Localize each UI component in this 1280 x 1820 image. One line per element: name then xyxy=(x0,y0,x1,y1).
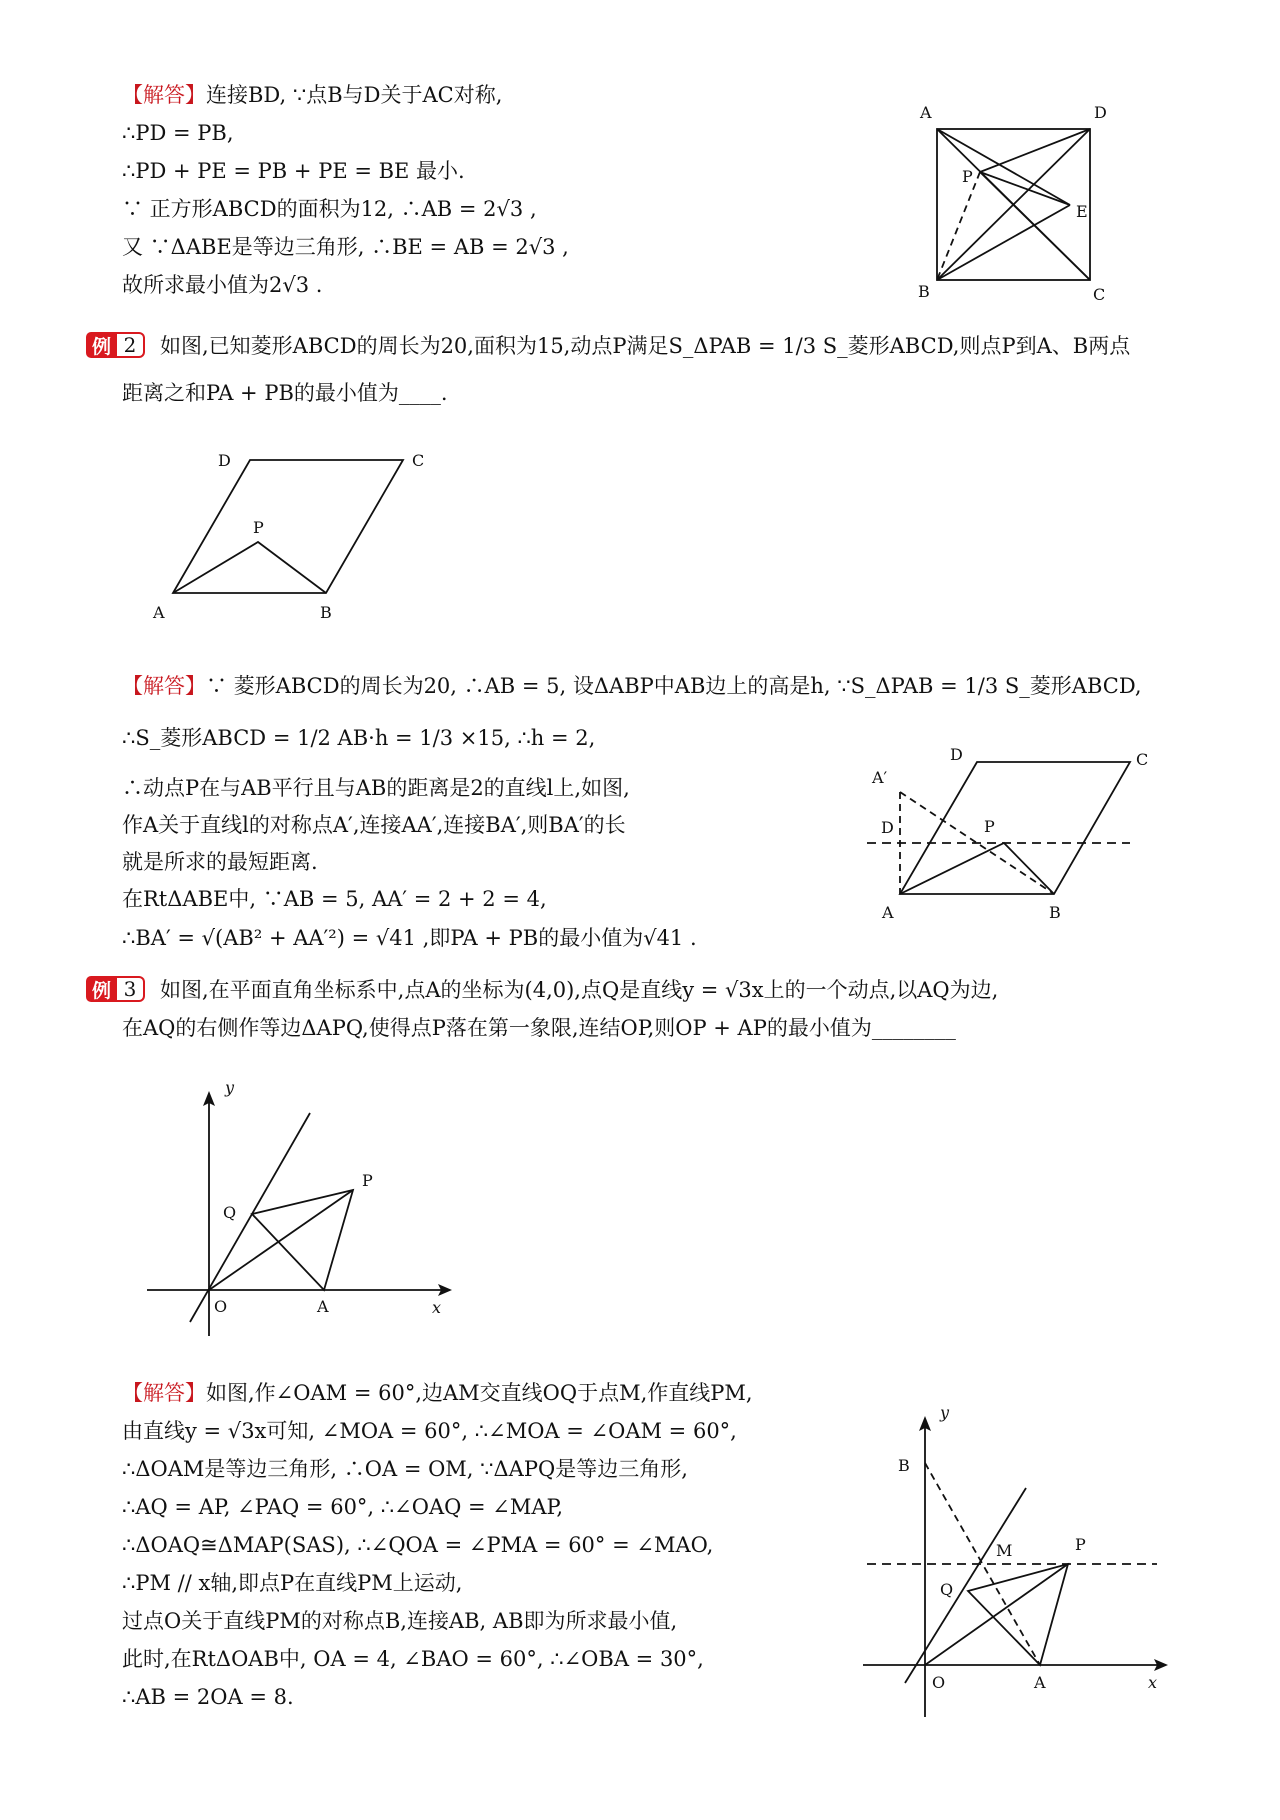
label-p: P xyxy=(962,167,973,186)
example-2-question-line-1: 距离之和PA + PB的最小值为____. xyxy=(122,381,448,405)
example-2-solution-line-2: ∴动点P在与AB平行且与AB的距离是2的直线l上,如图, xyxy=(122,776,630,800)
example-2-solution-line-0: 【解答】∵ 菱形ABCD的周长为20, ∴AB = 5, 设ΔABP中AB边上的高是h, ∵S_ΔPAB = 1/3 S_菱形ABCD, xyxy=(122,674,1142,698)
label-b: B xyxy=(320,603,332,622)
triangle-apq xyxy=(252,1190,353,1290)
solution-1-line-5: 故所求最小值为2√3 . xyxy=(122,273,323,297)
figure-coordinate xyxy=(147,1078,452,1336)
segments-pa-pb xyxy=(900,843,1054,894)
label-y: y xyxy=(940,1403,950,1422)
label-a: A xyxy=(1034,1673,1046,1692)
badge-number: 3 xyxy=(117,976,145,1002)
segment-be xyxy=(937,205,1070,280)
solution-1-line-3: ∵ 正方形ABCD的面积为12, ∴AB = 2√3 , xyxy=(122,197,537,221)
label-d: D xyxy=(1094,103,1107,122)
segment-pc xyxy=(980,172,1090,280)
solution-1-line-0: 【解答】连接BD, ∵点B与D关于AC对称, xyxy=(122,83,503,107)
label-c: C xyxy=(1093,285,1106,304)
label-m: M xyxy=(996,1541,1013,1560)
example-3-solution-line-3: ∴AQ = AP, ∠PAQ = 60°, ∴∠OAQ = ∠MAP, xyxy=(122,1495,564,1519)
solution-tag: 【解答】 xyxy=(122,83,206,107)
example-2-solution-line-6: ∴BA′ = √(AB² + AA′²) = √41 ,即PA + PB的最小值为√41 . xyxy=(122,926,697,950)
label-q: Q xyxy=(940,1580,954,1599)
figure-rhombus xyxy=(152,451,424,622)
solution-1-line-4: 又 ∵ΔABE是等边三角形, ∴BE = AB = 2√3 , xyxy=(122,235,569,259)
segments-pa-pb xyxy=(173,542,326,593)
solution-1-line-2: ∴PD + PE = PB + PE = BE 最小. xyxy=(122,159,465,183)
figure-coordinate-solution xyxy=(863,1403,1168,1717)
label-x: x xyxy=(432,1298,442,1317)
solution-tag: 【解答】 xyxy=(122,1381,206,1405)
label-b: B xyxy=(898,1456,910,1475)
example-3-question-line-0: 如图,在平面直角坐标系中,点A的坐标为(4,0),点Q是直线y = √3x上的一个动点,以AQ为边, xyxy=(160,978,999,1002)
label-a: A xyxy=(317,1297,329,1316)
example-2-solution-line-3: 作A关于直线l的对称点A′,连接AA′,连接BA′,则BA′的长 xyxy=(122,813,626,837)
example-2-question-line-0: 如图,已知菱形ABCD的周长为20,面积为15,动点P满足S_ΔPAB = 1/3 S_菱形ABCD,则点P到A、B两点 xyxy=(160,334,1131,358)
label-a-prime: A′ xyxy=(872,768,888,787)
solution-tag: 【解答】 xyxy=(122,674,206,698)
badge-number: 2 xyxy=(117,332,145,358)
example-3-solution-line-7: 此时,在RtΔOAB中, OA = 4, ∠BAO = 60°, ∴∠OBA = 30°, xyxy=(122,1647,704,1671)
label-e: E xyxy=(1076,202,1088,221)
solution-1-line-1: ∴PD = PB, xyxy=(122,121,234,145)
segment-pd xyxy=(980,129,1090,172)
example-3-solution-line-8: ∴AB = 2OA = 8. xyxy=(122,1685,294,1709)
example-3-solution-line-0: 【解答】如图,作∠OAM = 60°,边AM交直线OQ于点M,作直线PM, xyxy=(122,1381,753,1405)
example-2-solution-line-5: 在RtΔABE中, ∵AB = 5, AA′ = 2 + 2 = 4, xyxy=(122,887,547,911)
label-p: P xyxy=(253,518,264,537)
segment-pe xyxy=(980,172,1070,205)
label-b: B xyxy=(1049,903,1061,922)
example-2-solution-line-4: 就是所求的最短距离. xyxy=(122,850,318,874)
label-c: C xyxy=(412,451,425,470)
label-a: A xyxy=(882,903,894,922)
label-d: D xyxy=(218,451,231,470)
label-d: D xyxy=(950,745,963,764)
label-a: A xyxy=(920,103,932,122)
label-y: y xyxy=(225,1078,235,1097)
example-3-question-line-1: 在AQ的右侧作等边ΔAPQ,使得点P落在第一象限,连结OP,则OP + AP的最小值为________ xyxy=(122,1016,956,1040)
label-b: B xyxy=(918,282,930,301)
label-q: Q xyxy=(223,1203,237,1222)
label-o: O xyxy=(214,1297,228,1316)
example-3-solution-line-6: 过点O关于直线PM的对称点B,连接AB, AB即为所求最小值, xyxy=(122,1609,678,1633)
label-p: P xyxy=(1075,1535,1086,1554)
label-c: C xyxy=(1136,750,1149,769)
example-3-solution-line-1: 由直线y = √3x可知, ∠MOA = 60°, ∴∠MOA = ∠OAM = 60°, xyxy=(122,1419,737,1443)
triangle-apq xyxy=(968,1564,1068,1665)
label-p: P xyxy=(362,1171,373,1190)
figure-square xyxy=(918,103,1107,304)
badge-word: 例 xyxy=(86,976,117,1002)
example-3-solution-line-4: ∴ΔOAQ≅ΔMAP(SAS), ∴∠QOA = ∠PMA = 60° = ∠MAO, xyxy=(122,1533,714,1557)
example-3-solution-line-2: ∴ΔOAM是等边三角形, ∴OA = OM, ∵ΔAPQ是等边三角形, xyxy=(122,1457,688,1481)
line-y-sqrt3x xyxy=(905,1488,1026,1683)
segment-pb-dashed xyxy=(937,172,980,280)
label-x: x xyxy=(1148,1673,1158,1692)
example-3-solution-line-5: ∴PM // x轴,即点P在直线PM上运动, xyxy=(122,1571,463,1595)
label-d-foot: D xyxy=(881,818,894,837)
label-p: P xyxy=(984,817,995,836)
figure-rhombus-reflection xyxy=(867,745,1148,922)
example-2-solution-line-1: ∴S_菱形ABCD = 1/2 AB·h = 1/3 ×15, ∴h = 2, xyxy=(122,726,596,750)
label-a: A xyxy=(153,603,165,622)
label-o: O xyxy=(932,1673,946,1692)
badge-word: 例 xyxy=(86,332,117,358)
rhombus-abcd xyxy=(900,762,1130,894)
